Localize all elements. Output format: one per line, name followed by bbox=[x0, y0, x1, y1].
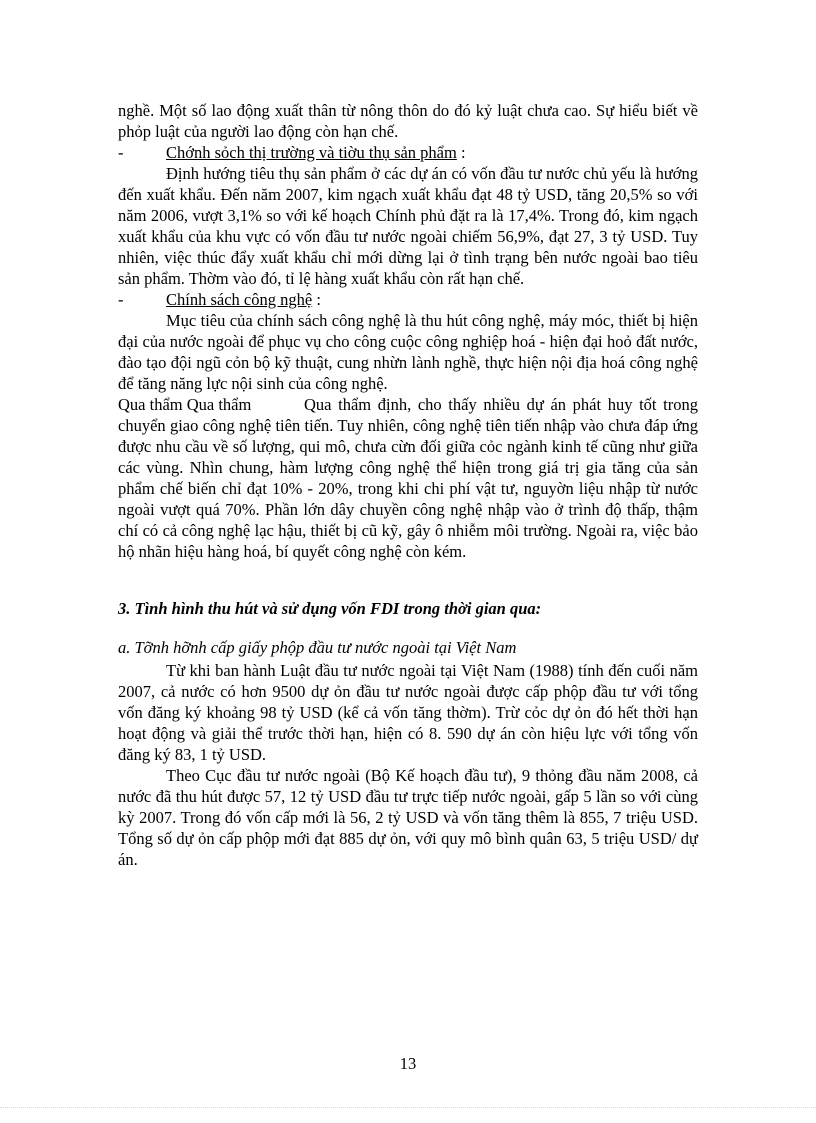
footer-divider bbox=[0, 1107, 816, 1108]
bullet-colon: : bbox=[316, 290, 321, 309]
bullet-dash: - bbox=[118, 290, 124, 309]
page-number: 13 bbox=[399, 1054, 417, 1073]
page-body bbox=[118, 100, 698, 870]
bullet-market-title: Chớnh sỏch thị trường và tiờu thụ sản phẩm bbox=[166, 143, 457, 162]
section-heading-3: 3. Tình hình thu hút và sử dụng vốn FDI trong thời gian qua: bbox=[118, 599, 542, 618]
bullet-technology-policy bbox=[118, 289, 698, 310]
appraisal-text: Qua thẩm định, cho thấy nhiều dự án phát huy tốt trong chuyển giao công nghệ tiên tiến. Tuy nhiên, công nghệ tiên tiến nhập vào chưa đáp ứng được nhu cầu về số lượng, qui mô, chưa cừn đối giữa cỏc ngành kinh tế cũng như giữa các vùng. Nhìn chung, hàm lượng công nghệ thể hiện trong giá trị gia tăng của sản phẩm chế biến chỉ đạt 10% - 20%, trong khi chi phí vật tư, nguyờn liệu nhập từ nước ngoài vượt quá 70%. Phần lớn dây chuyền công nghệ nhập vào ở trình độ thấp, thậm chí có cả công nghệ lạc hậu, thiết bị cũ kỹ, gây ô nhiễm môi trường. Ngoài ra, việc bảo hộ nhãn hiệu hàng hoá, bí quyết công nghệ còn kém. bbox=[118, 395, 698, 561]
paragraph-licensing: Từ khi ban hành Luật đầu tư nước ngoài tại Việt Nam (1988) tính đến cuối năm 2007, cả nước có hơn 9500 dự ỏn đầu tư nước ngoài được cấp phộp đầu tư với tổng vốn đăng ký khoảng 98 tỷ USD (kể cả vốn tăng thờm). Trừ cỏc dự ỏn đó hết thời hạn hoạt động và giải thể trước thời hạn, hiện có 8. 590 dự án còn hiệu lực với tổng vốn đăng ký 83, 1 tỷ USD. bbox=[118, 661, 698, 764]
appraisal-lead: Qua thẩm Qua thẩm bbox=[118, 395, 252, 414]
paragraph-export: Định hướng tiêu thụ sản phẩm ở các dự án có vốn đầu tư nước chủ yếu là hướng đến xuất khẩu. Đến năm 2007, kim ngạch xuất khẩu đạt 48 tỷ USD, tăng 20,5% so với năm 2006, vượt 3,1% so với kế hoạch Chính phủ đặt ra là 17,4%. Trong đó, kim ngạch xuất khẩu của khu vực có vốn đầu tư nước ngoài chiếm 56,9%, đạt 27, 3 tỷ USD. Tuy nhiên, việc thúc đẩy xuất khẩu chỉ mới dừng lại ở tình trạng bên nước ngoài bao tiêu sản phẩm. Thờm vào đó, tỉ lệ hàng xuất khẩu còn rất hạn chế. bbox=[118, 164, 698, 288]
paragraph-fdi-2008: Theo Cục đầu tư nước ngoài (Bộ Kế hoạch đầu tư), 9 thỏng đầu năm 2008, cả nước đã thu hút được 57, 12 tỷ USD đầu tư trực tiếp nước ngoài, gấp 5 lần so với cùng kỳ 2007. Trong đó vốn cấp mới là 56, 2 tỷ USD và vốn tăng thêm là 855, 7 triệu USD. Tổng số dự ỏn cấp phộp mới đạt 885 dự ỏn, với quy mô bình quân 63, 5 triệu USD/ dự án. bbox=[118, 766, 698, 869]
bullet-market-policy bbox=[118, 142, 698, 163]
paragraph-labor: nghề. Một số lao động xuất thân từ nông thôn do đó kỷ luật chưa cao. Sự hiểu biết về phỏp luật của người lao động còn hạn chế. bbox=[118, 101, 698, 141]
bullet-colon: : bbox=[460, 143, 466, 162]
subheading-a: a. Tỡnh hỡnh cấp giấy phộp đầu tư nước ngoài tại Việt Nam bbox=[118, 638, 517, 657]
bullet-technology-title: Chính sách công nghệ bbox=[166, 290, 313, 309]
paragraph-appraisal bbox=[118, 394, 698, 562]
paragraph-technology-goal: Mục tiêu của chính sách công nghệ là thu hút công nghệ, máy móc, thiết bị hiện đại của nước ngoài để phục vụ cho công cuộc công nghiệp hoá - hiện đại hoỏ đất nước, đào tạo đội ngũ cỏn bộ kỹ thuật, cung nhừn lành nghề, thực hiện nội địa hoá công nghệ để tăng năng lực nội sinh của công nghệ. bbox=[118, 311, 698, 393]
bullet-dash: - bbox=[118, 143, 124, 162]
